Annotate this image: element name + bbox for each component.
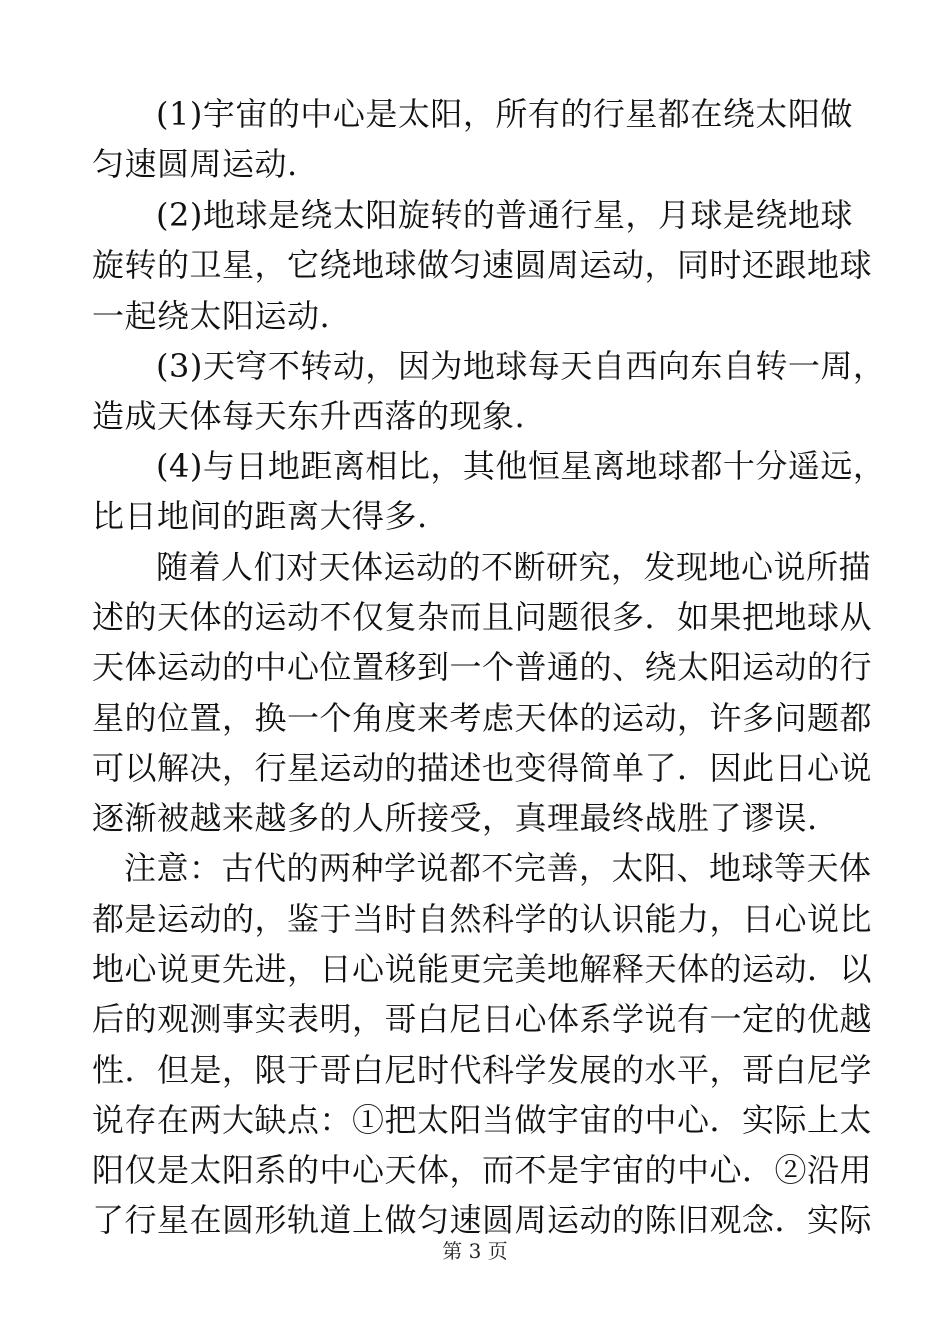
text-line: 随着人们对天体运动的不断研究，发现地心说所描 — [156, 548, 872, 586]
text-line: 述的天体的运动不仅复杂而且问题很多．如果把地球从 — [92, 598, 873, 636]
text-line: 逐渐被越来越多的人所接受，真理最终战胜了谬误. — [92, 799, 818, 837]
text-line: (3)天穹不转动，因为地球每天自西向东自转一周， — [156, 347, 886, 385]
text-line: (1)宇宙的中心是太阳，所有的行星都在绕太阳做 — [156, 95, 853, 133]
text-line: 比日地间的距离大得多. — [92, 497, 428, 535]
text-line: 天体运动的中心位置移到一个普通的、绕太阳运动的行 — [92, 648, 873, 686]
text-line: 星的位置，换一个角度来考虑天体的运动，许多问题都 — [92, 699, 873, 737]
text-line: 说存在两大缺点：①把太阳当做宇宙的中心．实际上太 — [92, 1101, 873, 1139]
text-line: 造成天体每天东升西落的现象. — [92, 397, 526, 435]
text-line: 都是运动的，鉴于当时自然科学的认识能力，日心说比 — [92, 900, 873, 938]
text-line: 地心说更先进，日心说能更完美地解释天体的运动．以 — [92, 950, 873, 988]
text-line: 一起绕太阳运动. — [92, 297, 331, 335]
text-line: (2)地球是绕太阳旋转的普通行星，月球是绕地球 — [156, 196, 853, 234]
text-line: (4)与日地距离相比，其他恒星离地球都十分遥远， — [156, 447, 886, 485]
text-line: 注意：古代的两种学说都不完善，太阳、地球等天体 — [124, 849, 872, 887]
text-line: 匀速圆周运动. — [92, 145, 298, 183]
page-number: 第 3 页 — [442, 1239, 508, 1263]
text-line: 后的观测事实表明，哥白尼日心体系学说有一定的优越 — [92, 1000, 873, 1038]
text-line: 性．但是，限于哥白尼时代科学发展的水平，哥白尼学 — [92, 1051, 873, 1089]
text-line: 旋转的卫星，它绕地球做匀速圆周运动，同时还跟地球 — [92, 246, 873, 284]
text-line: 阳仅是太阳系的中心天体，而不是宇宙的中心．②沿用 — [92, 1151, 873, 1189]
text-line: 可以解决，行星运动的描述也变得简单了．因此日心说 — [92, 749, 873, 787]
text-line: 了行星在圆形轨道上做匀速圆周运动的陈旧观念．实际 — [92, 1201, 873, 1239]
